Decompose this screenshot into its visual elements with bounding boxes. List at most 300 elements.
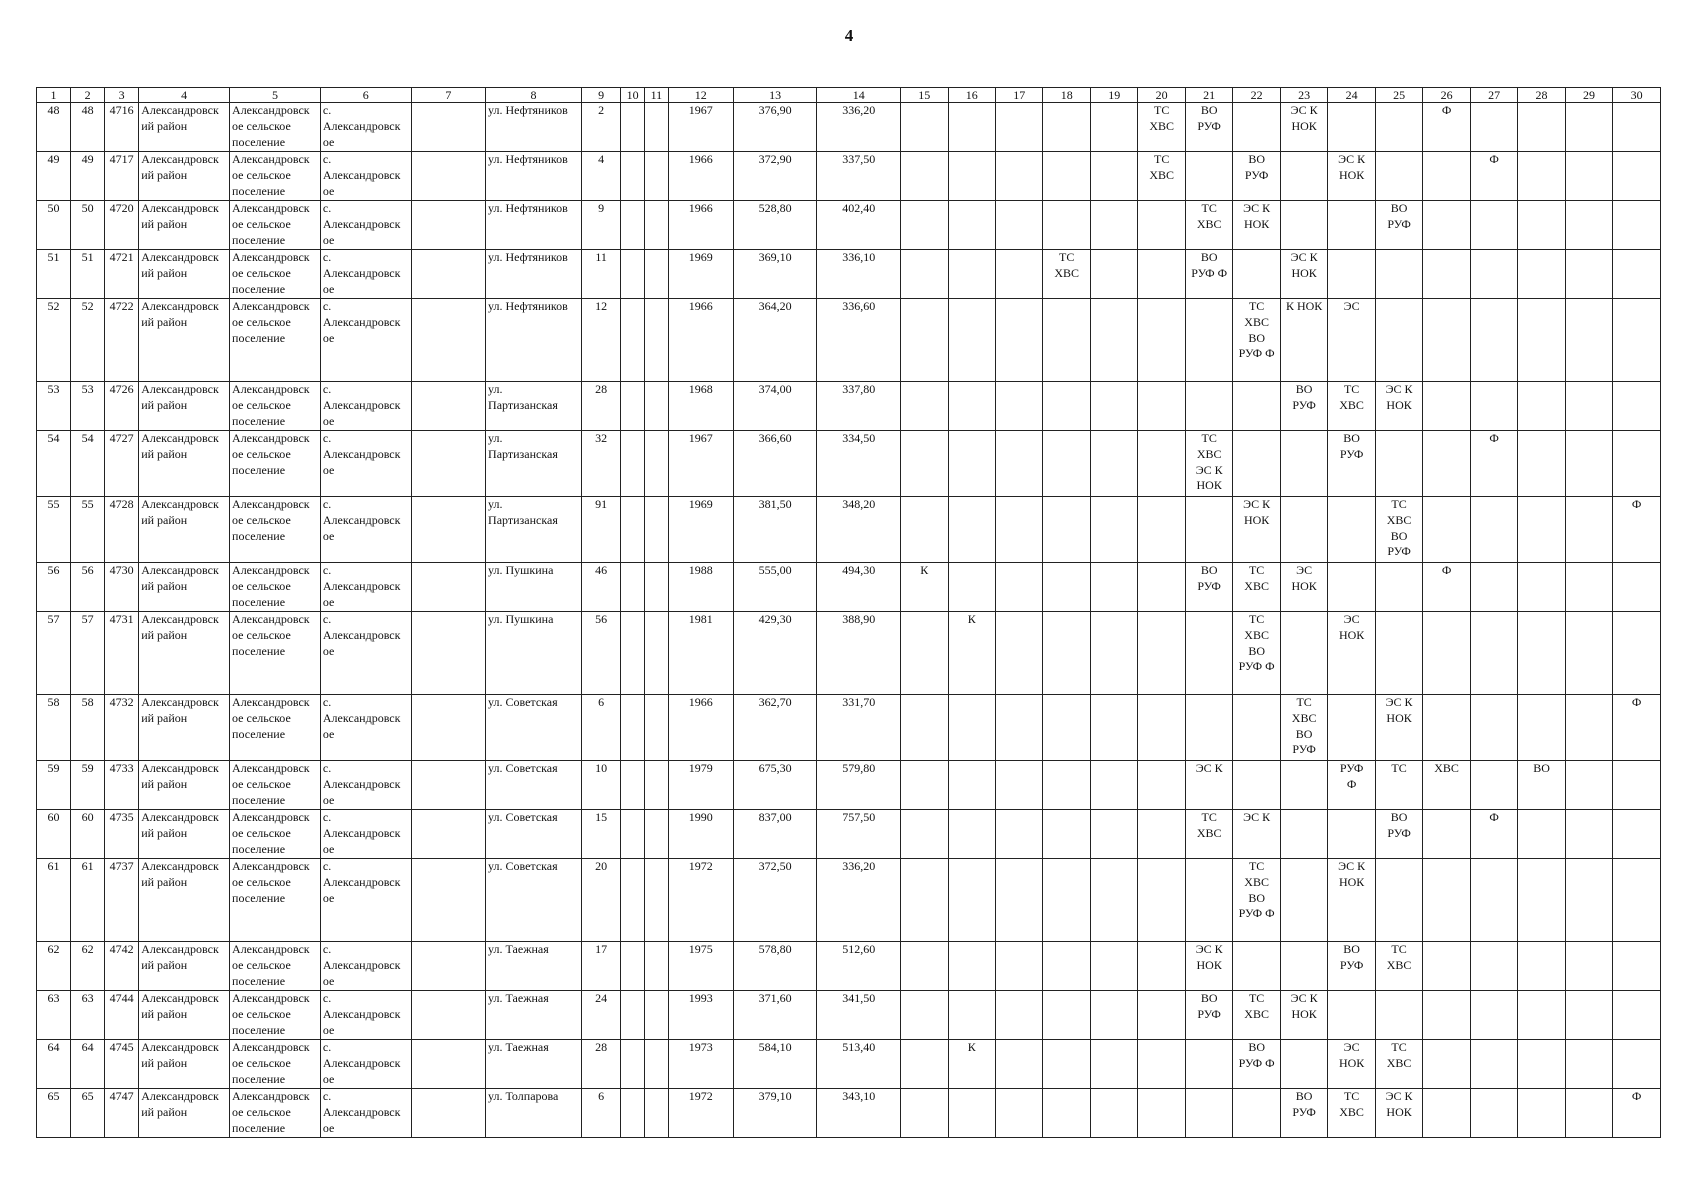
column-number-25: 25 — [1375, 88, 1422, 103]
cell-col-28: ВО — [1518, 761, 1565, 810]
cell-col-22 — [1233, 382, 1280, 431]
cell-col-22: ТС ХВС — [1233, 563, 1280, 612]
cell-col-20 — [1138, 761, 1185, 810]
cell-col-17 — [995, 942, 1042, 991]
column-number-row — [37, 88, 1661, 103]
cell-col-8: ул. Толпарова — [486, 1089, 582, 1138]
cell-col-18 — [1043, 103, 1090, 152]
cell-col-5: Александровск ое сельское поселение — [230, 1089, 321, 1138]
cell-col-16 — [948, 761, 995, 810]
cell-col-20 — [1138, 382, 1185, 431]
column-number-16: 16 — [948, 88, 995, 103]
cell-col-30 — [1613, 152, 1661, 201]
cell-col-9: 11 — [582, 250, 621, 299]
cell-col-6: с. Александровск ое — [320, 859, 411, 942]
cell-col-11 — [645, 250, 669, 299]
cell-col-26 — [1423, 299, 1470, 382]
cell-col-4: Александровск ий район — [139, 1089, 230, 1138]
cell-col-1: 65 — [37, 1089, 71, 1138]
cell-col-14: 334,50 — [817, 431, 901, 497]
page-number: 4 — [844, 26, 854, 45]
column-number-8: 8 — [486, 88, 582, 103]
cell-col-15 — [901, 299, 948, 382]
cell-col-23 — [1280, 497, 1327, 563]
cell-col-20 — [1138, 1040, 1185, 1089]
cell-col-22: ТС ХВС ВО РУФ Ф — [1233, 299, 1280, 382]
table-row — [37, 612, 1661, 695]
cell-col-28 — [1518, 201, 1565, 250]
cell-col-27 — [1470, 1089, 1517, 1138]
table-row — [37, 563, 1661, 612]
cell-col-8: ул. Советская — [486, 761, 582, 810]
cell-col-9: 6 — [582, 1089, 621, 1138]
cell-col-23: ЭС НОК — [1280, 563, 1327, 612]
cell-col-3: 4742 — [105, 942, 139, 991]
cell-col-29 — [1565, 942, 1612, 991]
cell-col-5: Александровск ое сельское поселение — [230, 942, 321, 991]
cell-col-29 — [1565, 103, 1612, 152]
cell-col-4: Александровск ий район — [139, 201, 230, 250]
table-row — [37, 991, 1661, 1040]
cell-col-12: 1967 — [668, 103, 733, 152]
cell-col-2: 53 — [71, 382, 105, 431]
cell-col-18 — [1043, 1089, 1090, 1138]
cell-col-9: 28 — [582, 1040, 621, 1089]
cell-col-17 — [995, 431, 1042, 497]
cell-col-30: Ф — [1613, 497, 1661, 563]
cell-col-19 — [1090, 942, 1137, 991]
cell-col-22: ВО РУФ Ф — [1233, 1040, 1280, 1089]
cell-col-3: 4735 — [105, 810, 139, 859]
cell-col-10 — [621, 859, 645, 942]
cell-col-3: 4747 — [105, 1089, 139, 1138]
cell-col-2: 50 — [71, 201, 105, 250]
cell-col-5: Александровск ое сельское поселение — [230, 563, 321, 612]
column-number-28: 28 — [1518, 88, 1565, 103]
column-number-27: 27 — [1470, 88, 1517, 103]
cell-col-7 — [411, 497, 485, 563]
cell-col-29 — [1565, 497, 1612, 563]
cell-col-8: ул. Нефтяников — [486, 103, 582, 152]
cell-col-7 — [411, 991, 485, 1040]
cell-col-24: ЭС — [1328, 299, 1375, 382]
column-number-4: 4 — [139, 88, 230, 103]
cell-col-16 — [948, 201, 995, 250]
cell-col-9: 2 — [582, 103, 621, 152]
cell-col-19 — [1090, 991, 1137, 1040]
cell-col-20: ТС ХВС — [1138, 103, 1185, 152]
cell-col-8: ул. Советская — [486, 859, 582, 942]
cell-col-2: 59 — [71, 761, 105, 810]
cell-col-23: ЭС К НОК — [1280, 250, 1327, 299]
cell-col-15 — [901, 612, 948, 695]
cell-col-25: ТС — [1375, 761, 1422, 810]
cell-col-28 — [1518, 612, 1565, 695]
cell-col-21: ЭС К — [1185, 761, 1232, 810]
cell-col-30 — [1613, 563, 1661, 612]
cell-col-12: 1973 — [668, 1040, 733, 1089]
cell-col-8: ул. Партизанская — [486, 431, 582, 497]
cell-col-26 — [1423, 201, 1470, 250]
cell-col-4: Александровск ий район — [139, 761, 230, 810]
column-number-24: 24 — [1328, 88, 1375, 103]
cell-col-6: с. Александровск ое — [320, 250, 411, 299]
cell-col-21 — [1185, 1040, 1232, 1089]
cell-col-30 — [1613, 103, 1661, 152]
cell-col-6: с. Александровск ое — [320, 299, 411, 382]
cell-col-30 — [1613, 299, 1661, 382]
cell-col-1: 53 — [37, 382, 71, 431]
cell-col-30: Ф — [1613, 695, 1661, 761]
cell-col-20 — [1138, 942, 1185, 991]
cell-col-9: 17 — [582, 942, 621, 991]
cell-col-9: 20 — [582, 859, 621, 942]
cell-col-18: ТС ХВС — [1043, 250, 1090, 299]
column-number-26: 26 — [1423, 88, 1470, 103]
cell-col-2: 62 — [71, 942, 105, 991]
cell-col-7 — [411, 382, 485, 431]
cell-col-19 — [1090, 431, 1137, 497]
cell-col-21: ВО РУФ Ф — [1185, 250, 1232, 299]
cell-col-14: 341,50 — [817, 991, 901, 1040]
cell-col-1: 48 — [37, 103, 71, 152]
cell-col-18 — [1043, 382, 1090, 431]
cell-col-22 — [1233, 103, 1280, 152]
cell-col-5: Александровск ое сельское поселение — [230, 859, 321, 942]
cell-col-27 — [1470, 563, 1517, 612]
cell-col-5: Александровск ое сельское поселение — [230, 382, 321, 431]
cell-col-30 — [1613, 761, 1661, 810]
cell-col-11 — [645, 1040, 669, 1089]
cell-col-21: ВО РУФ — [1185, 991, 1232, 1040]
cell-col-21 — [1185, 859, 1232, 942]
cell-col-10 — [621, 201, 645, 250]
cell-col-13: 837,00 — [733, 810, 817, 859]
cell-col-1: 50 — [37, 201, 71, 250]
cell-col-30 — [1613, 810, 1661, 859]
cell-col-2: 52 — [71, 299, 105, 382]
cell-col-26: Ф — [1423, 563, 1470, 612]
cell-col-7 — [411, 152, 485, 201]
cell-col-27 — [1470, 299, 1517, 382]
cell-col-10 — [621, 382, 645, 431]
cell-col-22 — [1233, 431, 1280, 497]
cell-col-9: 9 — [582, 201, 621, 250]
cell-col-1: 60 — [37, 810, 71, 859]
cell-col-14: 513,40 — [817, 1040, 901, 1089]
cell-col-1: 59 — [37, 761, 71, 810]
column-number-13: 13 — [733, 88, 817, 103]
cell-col-10 — [621, 563, 645, 612]
cell-col-3: 4716 — [105, 103, 139, 152]
cell-col-17 — [995, 991, 1042, 1040]
cell-col-15 — [901, 991, 948, 1040]
cell-col-3: 4728 — [105, 497, 139, 563]
cell-col-3: 4744 — [105, 991, 139, 1040]
cell-col-13: 528,80 — [733, 201, 817, 250]
cell-col-27 — [1470, 859, 1517, 942]
cell-col-27 — [1470, 761, 1517, 810]
cell-col-7 — [411, 299, 485, 382]
cell-col-16 — [948, 431, 995, 497]
cell-col-16: К — [948, 1040, 995, 1089]
cell-col-29 — [1565, 299, 1612, 382]
cell-col-2: 54 — [71, 431, 105, 497]
cell-col-24: ЭС НОК — [1328, 1040, 1375, 1089]
cell-col-8: ул. Таежная — [486, 942, 582, 991]
column-number-11: 11 — [645, 88, 669, 103]
cell-col-10 — [621, 810, 645, 859]
cell-col-13: 366,60 — [733, 431, 817, 497]
cell-col-14: 579,80 — [817, 761, 901, 810]
cell-col-14: 348,20 — [817, 497, 901, 563]
table-row — [37, 299, 1661, 382]
cell-col-8: ул. Пушкина — [486, 563, 582, 612]
cell-col-26: ХВС — [1423, 761, 1470, 810]
cell-col-11 — [645, 991, 669, 1040]
cell-col-12: 1966 — [668, 695, 733, 761]
cell-col-25: ТС ХВС — [1375, 942, 1422, 991]
cell-col-25: ВО РУФ — [1375, 201, 1422, 250]
cell-col-13: 376,90 — [733, 103, 817, 152]
cell-col-1: 52 — [37, 299, 71, 382]
cell-col-5: Александровск ое сельское поселение — [230, 612, 321, 695]
cell-col-28 — [1518, 991, 1565, 1040]
cell-col-24 — [1328, 991, 1375, 1040]
cell-col-10 — [621, 497, 645, 563]
cell-col-5: Александровск ое сельское поселение — [230, 1040, 321, 1089]
cell-col-11 — [645, 103, 669, 152]
cell-col-28 — [1518, 431, 1565, 497]
cell-col-1: 61 — [37, 859, 71, 942]
housing-register-table — [36, 87, 1661, 1138]
cell-col-30 — [1613, 201, 1661, 250]
cell-col-19 — [1090, 382, 1137, 431]
cell-col-16 — [948, 810, 995, 859]
cell-col-30 — [1613, 942, 1661, 991]
cell-col-24 — [1328, 250, 1375, 299]
cell-col-6: с. Александровск ое — [320, 612, 411, 695]
cell-col-26 — [1423, 991, 1470, 1040]
cell-col-27: Ф — [1470, 152, 1517, 201]
cell-col-5: Александровск ое сельское поселение — [230, 250, 321, 299]
cell-col-25: ТС ХВС — [1375, 1040, 1422, 1089]
cell-col-12: 1969 — [668, 250, 733, 299]
cell-col-15 — [901, 103, 948, 152]
cell-col-21 — [1185, 299, 1232, 382]
cell-col-15 — [901, 761, 948, 810]
cell-col-24 — [1328, 497, 1375, 563]
cell-col-20 — [1138, 612, 1185, 695]
cell-col-25 — [1375, 859, 1422, 942]
cell-col-3: 4721 — [105, 250, 139, 299]
cell-col-29 — [1565, 201, 1612, 250]
cell-col-22: ЭС К — [1233, 810, 1280, 859]
cell-col-25: ЭС К НОК — [1375, 382, 1422, 431]
cell-col-6: с. Александровск ое — [320, 761, 411, 810]
cell-col-29 — [1565, 152, 1612, 201]
cell-col-24: ВО РУФ — [1328, 431, 1375, 497]
cell-col-20 — [1138, 859, 1185, 942]
cell-col-15 — [901, 382, 948, 431]
cell-col-29 — [1565, 382, 1612, 431]
cell-col-24 — [1328, 563, 1375, 612]
cell-col-23 — [1280, 612, 1327, 695]
cell-col-30 — [1613, 1040, 1661, 1089]
cell-col-13: 429,30 — [733, 612, 817, 695]
cell-col-22 — [1233, 942, 1280, 991]
cell-col-9: 91 — [582, 497, 621, 563]
cell-col-12: 1972 — [668, 859, 733, 942]
cell-col-22 — [1233, 761, 1280, 810]
cell-col-13: 381,50 — [733, 497, 817, 563]
cell-col-29 — [1565, 250, 1612, 299]
cell-col-23 — [1280, 201, 1327, 250]
cell-col-17 — [995, 201, 1042, 250]
cell-col-2: 48 — [71, 103, 105, 152]
cell-col-20 — [1138, 201, 1185, 250]
cell-col-18 — [1043, 810, 1090, 859]
cell-col-22: ТС ХВС ВО РУФ Ф — [1233, 859, 1280, 942]
cell-col-4: Александровск ий район — [139, 942, 230, 991]
cell-col-19 — [1090, 299, 1137, 382]
cell-col-3: 4737 — [105, 859, 139, 942]
cell-col-18 — [1043, 201, 1090, 250]
cell-col-17 — [995, 497, 1042, 563]
cell-col-27 — [1470, 250, 1517, 299]
cell-col-9: 24 — [582, 991, 621, 1040]
table-row — [37, 761, 1661, 810]
cell-col-4: Александровск ий район — [139, 250, 230, 299]
table-row — [37, 1040, 1661, 1089]
cell-col-13: 362,70 — [733, 695, 817, 761]
cell-col-26 — [1423, 695, 1470, 761]
cell-col-28 — [1518, 299, 1565, 382]
cell-col-20: ТС ХВС — [1138, 152, 1185, 201]
cell-col-28 — [1518, 563, 1565, 612]
cell-col-11 — [645, 761, 669, 810]
cell-col-9: 28 — [582, 382, 621, 431]
cell-col-9: 6 — [582, 695, 621, 761]
cell-col-29 — [1565, 612, 1612, 695]
cell-col-4: Александровск ий район — [139, 152, 230, 201]
cell-col-30 — [1613, 612, 1661, 695]
cell-col-18 — [1043, 695, 1090, 761]
cell-col-6: с. Александровск ое — [320, 152, 411, 201]
cell-col-28 — [1518, 810, 1565, 859]
cell-col-27 — [1470, 1040, 1517, 1089]
cell-col-12: 1981 — [668, 612, 733, 695]
cell-col-27 — [1470, 201, 1517, 250]
cell-col-20 — [1138, 250, 1185, 299]
cell-col-8: ул. Партизанская — [486, 382, 582, 431]
cell-col-7 — [411, 1040, 485, 1089]
cell-col-29 — [1565, 1089, 1612, 1138]
cell-col-21 — [1185, 152, 1232, 201]
cell-col-3: 4717 — [105, 152, 139, 201]
cell-col-3: 4727 — [105, 431, 139, 497]
cell-col-18 — [1043, 991, 1090, 1040]
cell-col-21: ТС ХВС ЭС К НОК — [1185, 431, 1232, 497]
cell-col-15 — [901, 810, 948, 859]
cell-col-25 — [1375, 152, 1422, 201]
cell-col-19 — [1090, 695, 1137, 761]
cell-col-26 — [1423, 810, 1470, 859]
column-number-7: 7 — [411, 88, 485, 103]
cell-col-24: ТС ХВС — [1328, 1089, 1375, 1138]
cell-col-23 — [1280, 942, 1327, 991]
cell-col-6: с. Александровск ое — [320, 1089, 411, 1138]
cell-col-10 — [621, 103, 645, 152]
cell-col-19 — [1090, 612, 1137, 695]
cell-col-21 — [1185, 612, 1232, 695]
cell-col-12: 1966 — [668, 152, 733, 201]
column-number-23: 23 — [1280, 88, 1327, 103]
cell-col-26 — [1423, 152, 1470, 201]
cell-col-3: 4730 — [105, 563, 139, 612]
cell-col-10 — [621, 991, 645, 1040]
column-number-10: 10 — [621, 88, 645, 103]
cell-col-29 — [1565, 810, 1612, 859]
cell-col-7 — [411, 1089, 485, 1138]
cell-col-20 — [1138, 695, 1185, 761]
table-row — [37, 942, 1661, 991]
cell-col-20 — [1138, 1089, 1185, 1138]
cell-col-2: 55 — [71, 497, 105, 563]
cell-col-14: 336,20 — [817, 103, 901, 152]
cell-col-25 — [1375, 103, 1422, 152]
cell-col-7 — [411, 761, 485, 810]
cell-col-2: 61 — [71, 859, 105, 942]
cell-col-27 — [1470, 695, 1517, 761]
cell-col-21 — [1185, 1089, 1232, 1138]
cell-col-18 — [1043, 152, 1090, 201]
cell-col-30 — [1613, 250, 1661, 299]
cell-col-27: Ф — [1470, 431, 1517, 497]
cell-col-30 — [1613, 382, 1661, 431]
cell-col-19 — [1090, 250, 1137, 299]
cell-col-9: 56 — [582, 612, 621, 695]
cell-col-7 — [411, 201, 485, 250]
cell-col-11 — [645, 563, 669, 612]
cell-col-30 — [1613, 431, 1661, 497]
cell-col-17 — [995, 563, 1042, 612]
cell-col-1: 51 — [37, 250, 71, 299]
cell-col-24: ЭС К НОК — [1328, 152, 1375, 201]
cell-col-12: 1966 — [668, 201, 733, 250]
cell-col-8: ул. Таежная — [486, 1040, 582, 1089]
cell-col-18 — [1043, 497, 1090, 563]
cell-col-17 — [995, 1089, 1042, 1138]
cell-col-2: 64 — [71, 1040, 105, 1089]
cell-col-6: с. Александровск ое — [320, 497, 411, 563]
cell-col-1: 54 — [37, 431, 71, 497]
cell-col-17 — [995, 250, 1042, 299]
cell-col-16 — [948, 942, 995, 991]
cell-col-21 — [1185, 497, 1232, 563]
cell-col-12: 1993 — [668, 991, 733, 1040]
cell-col-4: Александровск ий район — [139, 382, 230, 431]
cell-col-15 — [901, 695, 948, 761]
cell-col-11 — [645, 497, 669, 563]
cell-col-18 — [1043, 1040, 1090, 1089]
cell-col-1: 62 — [37, 942, 71, 991]
table-row — [37, 497, 1661, 563]
cell-col-22: ТС ХВС ВО РУФ Ф — [1233, 612, 1280, 695]
cell-col-4: Александровск ий район — [139, 299, 230, 382]
cell-col-15 — [901, 431, 948, 497]
cell-col-22: ЭС К НОК — [1233, 201, 1280, 250]
